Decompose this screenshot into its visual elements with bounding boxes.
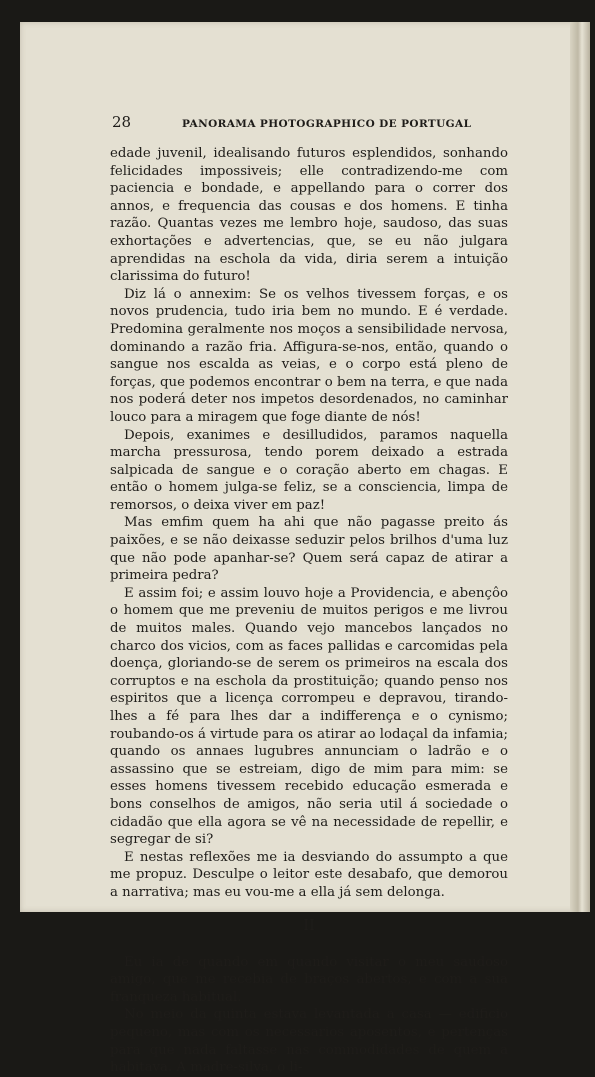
- paragraph-5: E assim foi; e assim louvo hoje a Providencia, e abençôo o homem que me preveniu de muitos perigos e me livrou de muitos males. Quando vejo mancebos lançados no charco dos vicios, com as faces pallidas e carcomidas pela doença, gloriando-se de serem os primeiros na escala dos corruptos e na eschola da prostituição; quando penso nos espiritos que a licença corrompeu e depravou, tirando-lhes a fé para lhes dar a indifferença e o cynismo; roubando-os á virtude para os atirar ao lodaçal da infamia; quando os annaes lugubres annunciam o ladrão e o assassino que se estreiam, digo de mim para mim: se esses homens tivessem recebido educação esmerada e bons conselhos de amigos, não seria util á sociedade o cidadão que ella agora se vê na necessidade de repellir, e segregar de si?: [110, 585, 508, 848]
- paragraph-7: Eu ia de quando em quando visitar o meu saudoso amigo, que me recebia de braços abertos, e com a sua franqueza habitual.: [110, 954, 508, 1005]
- page-content: [110, 113, 508, 1077]
- paragraph-3: Depois, exanimes e desilludidos, paramos naquella marcha pressurosa, tendo porem deixado a estrada salpicada de sangue e o coração aberto em chagas. E então o homem julga-se feliz, se a consciencia, limpa de remorsos, o deixa viver em paz!: [110, 427, 508, 513]
- section-heading: II: [303, 915, 315, 934]
- paragraph-8: No meio da quinta estava levantada a casa — edificio pequeno, mas com os necessarios aposentos, e pertenças para que nada faltasse nas commodidades de quem a habitava. A madre-silva, o li-: [110, 1007, 508, 1076]
- page-edge: [570, 22, 590, 912]
- paragraph-1: edade juvenil, idealisando futuros esplendidos, sonhando felicidades impossiveis; elle contradizendo-me com paciencia e bondade, e appellando para o correr dos annos, e frequencia das cousas e dos homens. E tinha razão. Quantas vezes me lembro hoje, saudoso, das suas exhortações e advertencias, que, se eu não julgara aprendidas na eschola da vida, diria serem a intuição clarissima do futuro!: [110, 146, 508, 285]
- paragraph-6: E nestas reflexões me ia desviando do assumpto a que me propuz. Desculpe o leitor este desabafo, que demorou a narrativa; mas eu vou-me a ella já sem delonga.: [110, 849, 508, 900]
- running-title: PANORAMA PHOTOGRAPHICO DE PORTUGAL: [182, 118, 472, 130]
- paragraph-2: Diz lá o annexim: Se os velhos tivessem forças, e os novos prudencia, tudo iria bem no mundo. E é verdade. Predomina geralmente nos moços a sensibilidade nervosa, dominando a razão fria. Affigura-se-nos, então, quando o sangue nos escalda as veias, e o corpo está pleno de forças, que podemos encontrar o bem na terra, e que nada nos poderá deter nos impetos desordenados, no caminhar louco para a miragem que foge diante de nós!: [110, 286, 508, 425]
- paragraph-4: Mas emfim quem ha ahi que não pagasse preito ás paixões, e se não deixasse seduzir pelos brilhos d'uma luz que não pode apanhar-se? Quem será capaz de atirar a primeira pedra?: [110, 515, 508, 584]
- page-number: 28: [112, 113, 132, 131]
- page-header: [110, 113, 508, 135]
